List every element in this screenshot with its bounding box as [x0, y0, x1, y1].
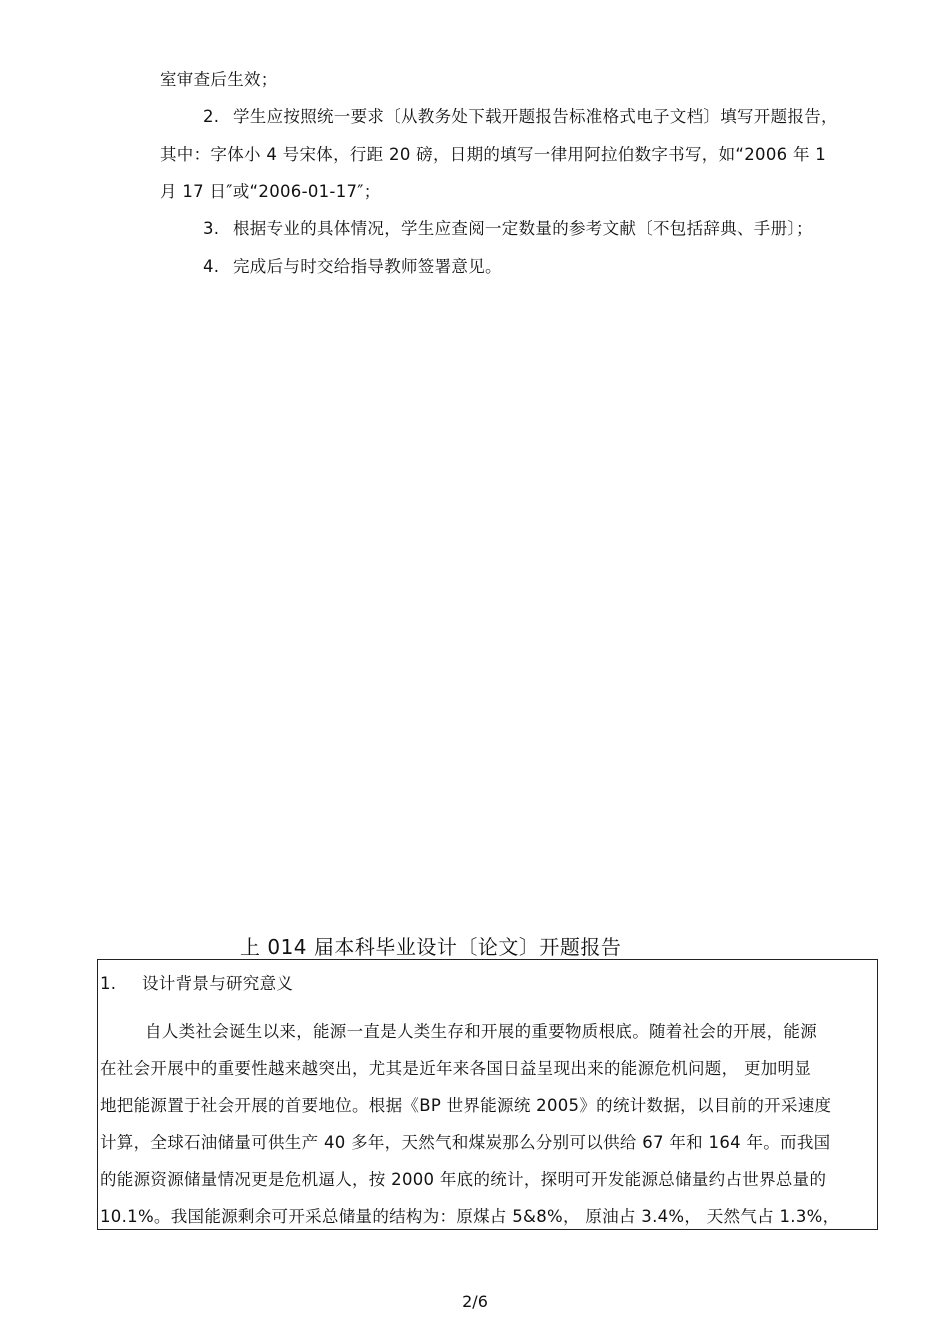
instruction-item-3	[203, 218, 813, 240]
section-number: 1.	[100, 974, 117, 993]
paragraph-line: 在社会开展中的重要性越来越突出，尤其是近年来各国日益呈现出来的能源危机问题， 更加明显	[100, 1059, 812, 1078]
section-title: 设计背景与研究意义	[142, 974, 294, 993]
item-text: 学生应按照统一要求〔从教务处下载开题报告标准格式电子文档〕填写开题报告，	[233, 107, 838, 126]
instruction-item-2-line-2: 其中：字体小 4 号宋体，行距 20 磅，日期的填写一律用阿拉伯数字书写，如“2006 年 1	[160, 145, 827, 164]
report-title: 上 014 届本科毕业设计〔论文〕开题报告	[240, 935, 622, 959]
paragraph-line: 10.1%。我国能源剩余可开采总储量的结构为：原煤占 5&8%， 原油占 3.4%， 天然气占 1.3%，	[100, 1207, 840, 1226]
section-heading	[100, 973, 293, 995]
paragraph-line: 地把能源置于社会开展的首要地位。根据《BP 世界能源统 2005》的统计数据，以目前的开采速度	[100, 1096, 832, 1115]
item-number: 4.	[203, 257, 220, 276]
report-table-cell	[97, 959, 878, 1230]
paragraph-line: 计算，全球石油储量可供生产 40 多年，天然气和煤炭那么分别可以供给 67 年和 164 年。而我国	[100, 1133, 831, 1152]
instruction-item-4	[203, 256, 502, 278]
item-text: 根据专业的具体情况，学生应查阅一定数量的参考文献〔不包括辞典、手册〕；	[233, 219, 813, 238]
instruction-item-2	[203, 106, 838, 128]
instruction-item-2-line-3: 月 17 日″或“2006-01-17″；	[160, 182, 381, 201]
item-number: 2.	[203, 107, 220, 126]
item-text: 完成后与时交给指导教师签署意见。	[233, 257, 502, 276]
page-number: 2/6	[462, 1292, 488, 1311]
paragraph-line: 自人类社会诞生以来，能源一直是人类生存和开展的重要物质根底。随着社会的开展，能源	[145, 1022, 817, 1041]
paragraph-line: 的能源资源储量情况更是危机逼人，按 2000 年底的统计，探明可开发能源总储量约占世界总量的	[100, 1170, 827, 1189]
instruction-line-1: 室审查后生效；	[160, 70, 278, 89]
item-number: 3.	[203, 219, 220, 238]
